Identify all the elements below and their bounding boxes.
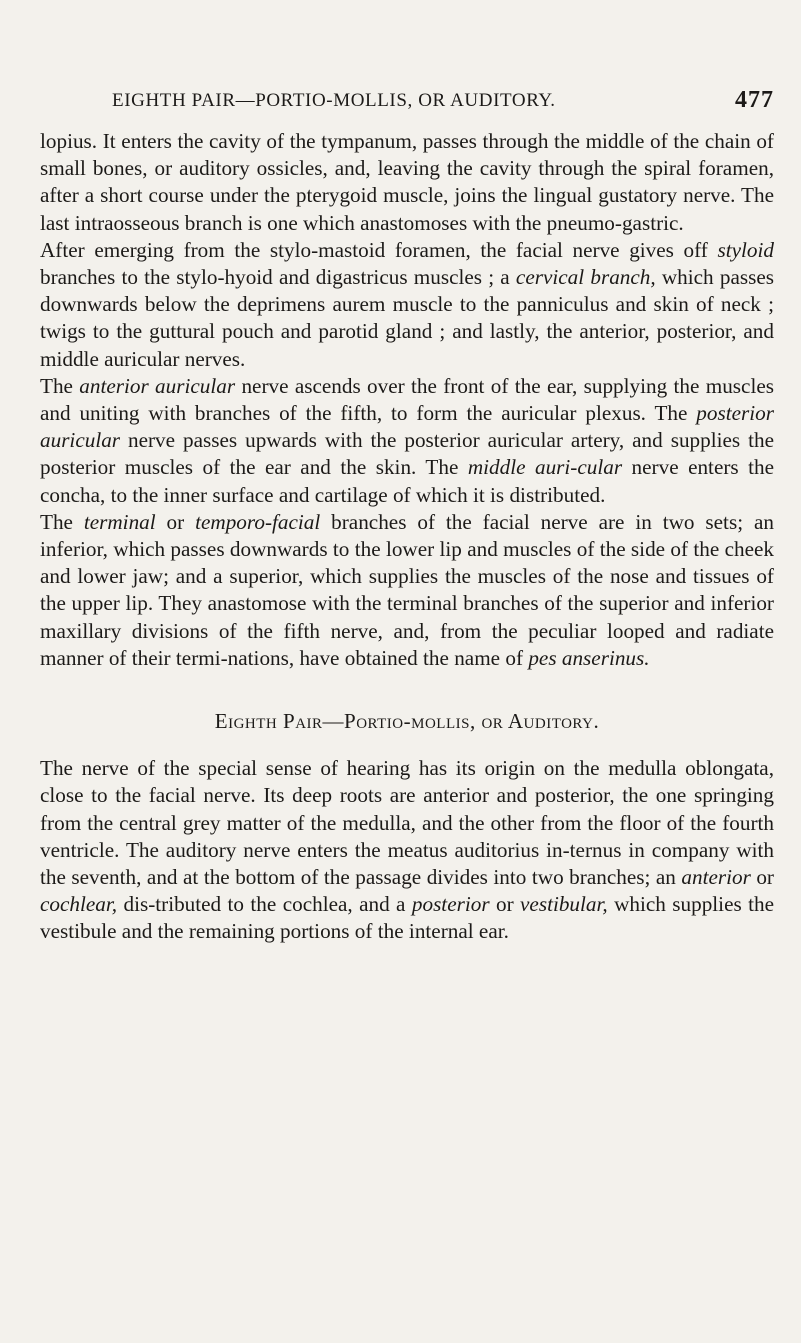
text-run: The — [40, 509, 84, 534]
text-run: or — [489, 892, 521, 917]
text-run: nerve passes upwards with the posterior auricular artery, and supplies the posterior muscles of the ear and the skin. The — [40, 428, 774, 480]
italic-term-vestibular: vestibular, — [520, 892, 608, 917]
text-run: or — [155, 509, 196, 534]
running-head: EIGHTH PAIR—PORTIO-MOLLIS, OR AUDITORY. — [112, 90, 556, 111]
page-number: 477 — [735, 87, 774, 113]
italic-term-cervical-branch: cervical branch, — [515, 265, 656, 290]
italic-term-anterior: anterior — [681, 865, 751, 890]
text-run: dis-tributed to the cochlea, and a — [117, 892, 412, 917]
text-run: After emerging from the stylo-mastoid foramen, the facial nerve gives off — [40, 237, 718, 262]
text-run: lopius. It enters the cavity of the tympanum, passes through the middle of the chain of small bones, or auditory ossicles, and, leaving the cavity through the spiral foramen, after a short course under the pterygoid muscle, joins the lingual gustatory nerve. The last intraosseous branch is one which anastomoses with the pneumo-gastric. — [40, 129, 774, 235]
italic-term-styloid: styloid — [717, 237, 774, 262]
paragraph-4 — [40, 509, 774, 672]
italic-term-middle-auricular: middle auri-cular — [467, 455, 623, 480]
italic-term-pes-anserinus: pes anserinus. — [528, 645, 650, 670]
text-run: nerve enters the concha, to the inner surface and cartilage of which it is distributed. — [40, 455, 775, 507]
paragraph-5 — [40, 755, 774, 945]
text-run: branches of the facial nerve are in two sets; an inferior, which passes downwards to the lower lip and muscles of the side of the cheek and lower jaw; and a superior, which supplies the muscles of the nose and tissues of the upper lip. They anastomose with the terminal branches of the superior and inferior maxillary divisions of the fifth nerve, and, from the peculiar looped and radiate manner of their termi-nations, have obtained the name of — [40, 509, 774, 670]
text-run: which passes downwards below the deprimens aurem muscle to the panniculus and skin of neck ; twigs to the guttural pouch and parotid gland ; and lastly, the anterior, posterior, and middle auricular nerves. — [40, 265, 774, 371]
italic-term-anterior-auricular: anterior auricular — [79, 373, 236, 398]
text-run: The — [40, 373, 80, 398]
italic-term-posterior: posterior — [411, 892, 490, 917]
italic-term-temporo-facial: temporo-facial — [195, 509, 321, 534]
paragraph-2 — [40, 237, 774, 373]
page-body — [40, 128, 774, 946]
section-heading: Eighth Pair—Portio-mollis, or Auditory. — [214, 709, 600, 734]
italic-term-posterior-auricular: posterior auricular — [40, 401, 774, 453]
paragraph-3 — [40, 373, 774, 509]
text-run: The nerve of the special sense of hearing has its origin on the medulla oblongata, close to the facial nerve. Its deep roots are anterior and posterior, the one springing from the central grey matter of the medulla, and the other from the floor of the fourth ventricle. The auditory nerve enters the meatus auditorius in-ternus in company with the seventh, and at the bottom of the passage divides into two branches; an — [40, 756, 774, 890]
italic-term-cochlear: cochlear, — [40, 892, 118, 917]
text-run: nerve ascends over the front of the ear, supplying the muscles and uniting with branches of the fifth, to form the auricular plexus. The — [40, 373, 774, 426]
text-run: or — [750, 865, 774, 890]
page-header — [40, 87, 774, 120]
text-run: branches to the stylo-hyoid and digastricus muscles ; a — [40, 265, 516, 290]
paragraph-1 — [40, 128, 774, 237]
text-run: which supplies the vestibule and the remaining portions of the internal ear. — [40, 892, 774, 944]
italic-term-terminal: terminal — [83, 509, 156, 534]
